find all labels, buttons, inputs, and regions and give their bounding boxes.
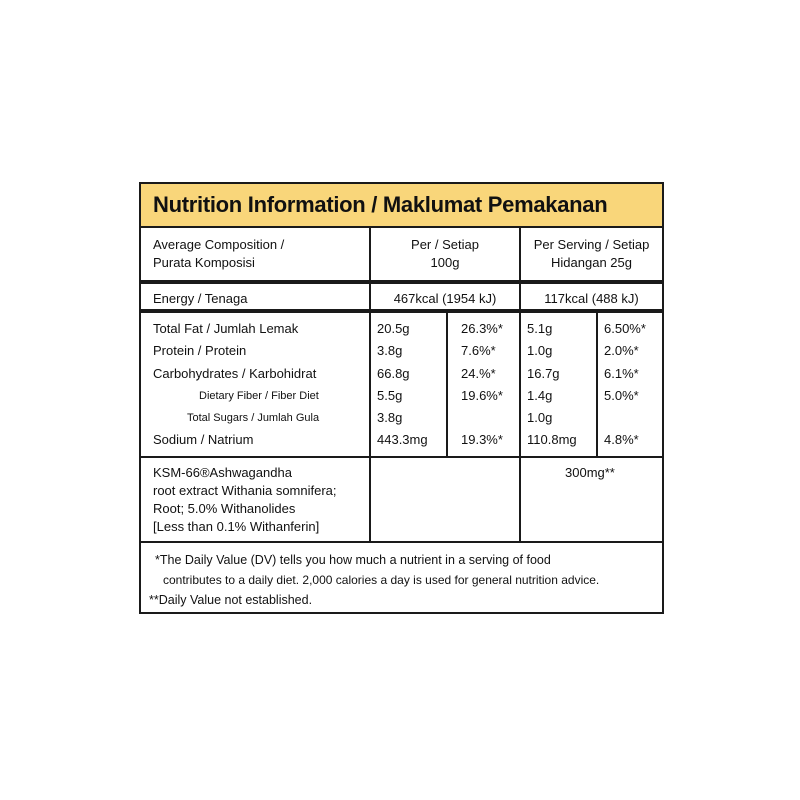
header-divider — [141, 280, 662, 284]
nutrient-dvserving: 6.1%* — [604, 366, 639, 381]
column-divider-4 — [596, 313, 598, 457]
nutrients-divider — [141, 456, 662, 458]
energy-serving: 117kcal (488 kJ) — [544, 291, 639, 306]
nutrient-label: Dietary Fiber / Fiber Diet — [199, 390, 319, 402]
nutrient-per100: 66.8g — [377, 366, 410, 381]
ashwagandha-line4: [Less than 0.1% Withanferin] — [153, 519, 320, 534]
composition-header-line1: Average Composition / — [153, 237, 285, 252]
nutrition-panel — [139, 182, 664, 614]
nutrient-serving: 1.0g — [527, 343, 553, 358]
energy-per100: 467kcal (1954 kJ) — [393, 291, 497, 306]
nutrient-dv100: 26.3%* — [461, 321, 503, 336]
nutrient-dv100: 24.%* — [461, 366, 496, 381]
ashwagandha-line2: root extract Withania somnifera; — [153, 483, 337, 498]
nutrient-label: Total Fat / Jumlah Lemak — [153, 321, 299, 336]
per100-header-line2: 100g — [430, 255, 460, 270]
footnote-line1: *The Daily Value (DV) tells you how much a nutrient in a serving of food — [155, 553, 551, 567]
nutrient-per100: 5.5g — [377, 388, 403, 403]
nutrient-label: Carbohydrates / Karbohidrat — [153, 366, 317, 381]
serving-header-line1: Per Serving / Setiap — [533, 237, 650, 252]
nutrient-dvserving: 5.0%* — [604, 388, 639, 403]
ashwagandha-line1: KSM-66®Ashwagandha — [153, 465, 292, 480]
panel-title: Nutrition Information / Maklumat Pemakanan — [141, 184, 662, 228]
energy-divider — [141, 309, 662, 313]
nutrient-serving: 1.0g — [527, 410, 553, 425]
ashwagandha-line3: Root; 5.0% Withanolides — [153, 501, 296, 516]
nutrient-per100: 3.8g — [377, 343, 403, 358]
footnote-line2: contributes to a daily diet. 2,000 calories a day is used for general nutrition advice. — [163, 573, 600, 587]
nutrient-dv100: 19.3%* — [461, 432, 503, 447]
nutrient-dv100: 7.6%* — [461, 343, 496, 358]
footnote-line3: **Daily Value not established. — [149, 593, 313, 607]
nutrient-label: Protein / Protein — [153, 343, 247, 358]
nutrient-dvserving: 4.8%* — [604, 432, 639, 447]
nutrient-per100: 20.5g — [377, 321, 410, 336]
per100-header-line1: Per / Setiap — [411, 237, 479, 252]
ashwagandha-divider — [141, 541, 662, 543]
column-divider-3 — [446, 313, 448, 457]
nutrient-per100: 443.3mg — [377, 432, 428, 447]
composition-header-line2: Purata Komposisi — [153, 255, 255, 270]
nutrient-serving: 110.8mg — [527, 432, 577, 447]
serving-header-line2: Hidangan 25g — [551, 255, 632, 270]
nutrient-label: Total Sugars / Jumlah Gula — [187, 412, 320, 424]
nutrient-label: Sodium / Natrium — [153, 432, 254, 447]
nutrient-dvserving: 2.0%* — [604, 343, 639, 358]
nutrient-serving: 5.1g — [527, 321, 553, 336]
column-divider-2 — [519, 226, 521, 542]
nutrient-per100: 3.8g — [377, 410, 403, 425]
nutrient-dv100: 19.6%* — [461, 388, 503, 403]
column-divider-1 — [369, 226, 371, 542]
nutrient-serving: 1.4g — [527, 388, 553, 403]
nutrient-serving: 16.7g — [527, 366, 560, 381]
nutrient-dvserving: 6.50%* — [604, 321, 646, 336]
ashwagandha-serving: 300mg** — [565, 465, 615, 480]
energy-label: Energy / Tenaga — [153, 291, 248, 306]
